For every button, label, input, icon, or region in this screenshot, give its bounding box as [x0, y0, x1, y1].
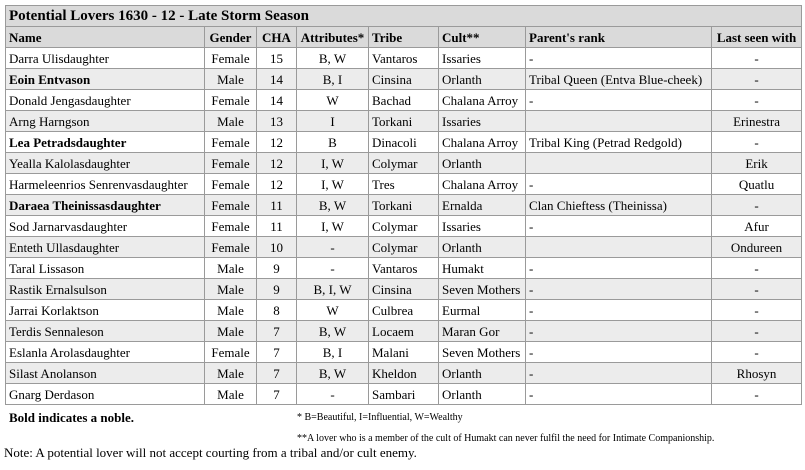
- cell-gender: Male: [205, 111, 257, 132]
- cell-gender: Male: [205, 300, 257, 321]
- table-row: [6, 153, 802, 174]
- cell-gender: Male: [205, 69, 257, 90]
- cell-cha: 10: [257, 237, 297, 258]
- cell-cult: Chalana Arroy: [439, 174, 526, 195]
- lovers-document: [5, 5, 801, 461]
- header-attributes: Attributes*: [297, 27, 369, 48]
- cell-attributes: B, I, W: [297, 279, 369, 300]
- cell-cha: 7: [257, 384, 297, 405]
- header-tribe: Tribe: [369, 27, 439, 48]
- cell-parents-rank: -: [526, 216, 712, 237]
- table-row: [6, 237, 802, 258]
- cell-gender: Female: [205, 237, 257, 258]
- table-row: [6, 48, 802, 69]
- cell-parents-rank: -: [526, 321, 712, 342]
- cell-last-seen: -: [712, 48, 802, 69]
- cell-parents-rank: -: [526, 90, 712, 111]
- cell-parents-rank: Clan Chieftess (Theinissa): [526, 195, 712, 216]
- cell-attributes: B, W: [297, 195, 369, 216]
- header-last-seen-with: Last seen with: [712, 27, 802, 48]
- cell-last-seen: Afur: [712, 216, 802, 237]
- cell-tribe: Cinsina: [369, 69, 439, 90]
- cell-cult: Issaries: [439, 216, 526, 237]
- cell-parents-rank: [526, 153, 712, 174]
- cell-attributes: I: [297, 111, 369, 132]
- cell-tribe: Culbrea: [369, 300, 439, 321]
- cell-cult: Issaries: [439, 111, 526, 132]
- table-row: [6, 216, 802, 237]
- cell-cult: Chalana Arroy: [439, 132, 526, 153]
- cell-name: Yealla Kalolasdaughter: [6, 153, 205, 174]
- header-cha: CHA: [257, 27, 297, 48]
- cell-cha: 15: [257, 48, 297, 69]
- cell-parents-rank: -: [526, 174, 712, 195]
- cell-tribe: Dinacoli: [369, 132, 439, 153]
- cell-gender: Male: [205, 321, 257, 342]
- potential-lovers-table: [5, 5, 802, 405]
- cell-cha: 7: [257, 363, 297, 384]
- cell-last-seen: Erinestra: [712, 111, 802, 132]
- header-parents-rank: Parent's rank: [526, 27, 712, 48]
- cell-last-seen: -: [712, 90, 802, 111]
- cell-gender: Female: [205, 195, 257, 216]
- cell-last-seen: -: [712, 342, 802, 363]
- attributes-footnote: * B=Beautiful, I=Influential, W=Wealthy: [297, 412, 463, 423]
- cell-last-seen: Ondureen: [712, 237, 802, 258]
- cell-cult: Humakt: [439, 258, 526, 279]
- cell-cult: Seven Mothers: [439, 342, 526, 363]
- cell-cha: 7: [257, 321, 297, 342]
- cell-name: Daraea Theinissasdaughter: [6, 195, 205, 216]
- cell-cult: Issaries: [439, 48, 526, 69]
- cell-last-seen: Erik: [712, 153, 802, 174]
- cell-last-seen: -: [712, 321, 802, 342]
- cell-cult: Orlanth: [439, 384, 526, 405]
- cell-attributes: -: [297, 384, 369, 405]
- table-row: [6, 300, 802, 321]
- cell-last-seen: -: [712, 300, 802, 321]
- cell-gender: Male: [205, 363, 257, 384]
- cell-last-seen: -: [712, 384, 802, 405]
- cell-attributes: I, W: [297, 216, 369, 237]
- cell-tribe: Vantaros: [369, 258, 439, 279]
- cell-tribe: Colymar: [369, 237, 439, 258]
- cell-gender: Female: [205, 153, 257, 174]
- cell-name: Darra Ulisdaughter: [6, 48, 205, 69]
- table-row: [6, 321, 802, 342]
- cell-cha: 12: [257, 132, 297, 153]
- header-cult: Cult**: [439, 27, 526, 48]
- cell-cha: 12: [257, 174, 297, 195]
- cell-gender: Female: [205, 342, 257, 363]
- cell-attributes: B, I: [297, 342, 369, 363]
- table-title-row: [6, 6, 802, 27]
- cell-last-seen: -: [712, 279, 802, 300]
- cell-tribe: Vantaros: [369, 48, 439, 69]
- cell-cult: Eurmal: [439, 300, 526, 321]
- table-row: [6, 258, 802, 279]
- cell-tribe: Bachad: [369, 90, 439, 111]
- cell-attributes: B: [297, 132, 369, 153]
- cell-cult: Seven Mothers: [439, 279, 526, 300]
- cell-gender: Male: [205, 384, 257, 405]
- cell-last-seen: -: [712, 258, 802, 279]
- cell-tribe: Colymar: [369, 153, 439, 174]
- table-row: [6, 384, 802, 405]
- cell-attributes: B, W: [297, 363, 369, 384]
- cell-cha: 9: [257, 279, 297, 300]
- table-row: [6, 132, 802, 153]
- noble-legend: Bold indicates a noble.: [9, 410, 134, 425]
- cell-cult: Ernalda: [439, 195, 526, 216]
- cell-tribe: Malani: [369, 342, 439, 363]
- cell-cha: 8: [257, 300, 297, 321]
- cell-name: Taral Lissason: [6, 258, 205, 279]
- cell-cult: Orlanth: [439, 69, 526, 90]
- cell-name: Enteth Ullasdaughter: [6, 237, 205, 258]
- cell-parents-rank: [526, 237, 712, 258]
- cell-gender: Female: [205, 90, 257, 111]
- cell-name: Arng Harngson: [6, 111, 205, 132]
- cell-attributes: I, W: [297, 174, 369, 195]
- cell-tribe: Colymar: [369, 216, 439, 237]
- cell-cult: Maran Gor: [439, 321, 526, 342]
- cell-attributes: -: [297, 237, 369, 258]
- cell-cha: 11: [257, 195, 297, 216]
- cell-cha: 7: [257, 342, 297, 363]
- cell-name: Rastik Ernalsulson: [6, 279, 205, 300]
- cell-attributes: -: [297, 258, 369, 279]
- courting-note: Note: A potential lover will not accept courting from a tribal and/or cult enemy.: [4, 445, 417, 460]
- cell-gender: Male: [205, 279, 257, 300]
- cell-gender: Female: [205, 132, 257, 153]
- table-row: [6, 174, 802, 195]
- cell-attributes: W: [297, 90, 369, 111]
- cell-gender: Female: [205, 48, 257, 69]
- cell-gender: Female: [205, 216, 257, 237]
- table-row: [6, 195, 802, 216]
- cell-parents-rank: -: [526, 300, 712, 321]
- cell-parents-rank: -: [526, 279, 712, 300]
- cell-attributes: W: [297, 300, 369, 321]
- cell-parents-rank: Tribal King (Petrad Redgold): [526, 132, 712, 153]
- table-row: [6, 342, 802, 363]
- cell-parents-rank: [526, 111, 712, 132]
- cell-tribe: Sambari: [369, 384, 439, 405]
- cell-name: Sod Jarnarvasdaughter: [6, 216, 205, 237]
- cell-attributes: B, W: [297, 48, 369, 69]
- header-name: Name: [6, 27, 205, 48]
- cell-cha: 14: [257, 90, 297, 111]
- cell-name: Terdis Sennaleson: [6, 321, 205, 342]
- cell-last-seen: Rhosyn: [712, 363, 802, 384]
- cell-tribe: Cinsina: [369, 279, 439, 300]
- cell-cha: 12: [257, 153, 297, 174]
- cult-footnote: **A lover who is a member of the cult of Humakt can never fulfil the need for Intimate Companionship.: [297, 433, 715, 444]
- cell-cult: Chalana Arroy: [439, 90, 526, 111]
- cell-cha: 14: [257, 69, 297, 90]
- cell-last-seen: -: [712, 132, 802, 153]
- cell-tribe: Torkani: [369, 111, 439, 132]
- cell-cult: Orlanth: [439, 237, 526, 258]
- cell-cha: 11: [257, 216, 297, 237]
- cell-name: Donald Jengasdaughter: [6, 90, 205, 111]
- table-row: [6, 279, 802, 300]
- cell-name: Jarrai Korlaktson: [6, 300, 205, 321]
- cell-name: Lea Petradsdaughter: [6, 132, 205, 153]
- header-gender: Gender: [205, 27, 257, 48]
- cell-tribe: Tres: [369, 174, 439, 195]
- table-title: Potential Lovers 1630 - 12 - Late Storm Season: [6, 6, 802, 27]
- cell-tribe: Locaem: [369, 321, 439, 342]
- cell-cha: 13: [257, 111, 297, 132]
- table-row: [6, 69, 802, 90]
- table-row: [6, 111, 802, 132]
- cell-parents-rank: -: [526, 384, 712, 405]
- cell-parents-rank: -: [526, 258, 712, 279]
- cell-name: Silast Anolanson: [6, 363, 205, 384]
- cell-attributes: I, W: [297, 153, 369, 174]
- table-header-row: [6, 27, 802, 48]
- cell-name: Harmeleenrios Senrenvasdaughter: [6, 174, 205, 195]
- cell-gender: Male: [205, 258, 257, 279]
- cell-cha: 9: [257, 258, 297, 279]
- cell-name: Eslanla Arolasdaughter: [6, 342, 205, 363]
- cell-last-seen: Quatlu: [712, 174, 802, 195]
- cell-cult: Orlanth: [439, 153, 526, 174]
- cell-attributes: B, I: [297, 69, 369, 90]
- cell-parents-rank: Tribal Queen (Entva Blue-cheek): [526, 69, 712, 90]
- cell-name: Eoin Entvason: [6, 69, 205, 90]
- cell-parents-rank: -: [526, 48, 712, 69]
- table-row: [6, 363, 802, 384]
- cell-tribe: Torkani: [369, 195, 439, 216]
- cell-tribe: Kheldon: [369, 363, 439, 384]
- cell-attributes: B, W: [297, 321, 369, 342]
- cell-last-seen: -: [712, 69, 802, 90]
- cell-parents-rank: -: [526, 342, 712, 363]
- cell-cult: Orlanth: [439, 363, 526, 384]
- table-row: [6, 90, 802, 111]
- cell-last-seen: -: [712, 195, 802, 216]
- cell-name: Gnarg Derdason: [6, 384, 205, 405]
- cell-gender: Female: [205, 174, 257, 195]
- cell-parents-rank: -: [526, 363, 712, 384]
- table-body: [6, 48, 802, 405]
